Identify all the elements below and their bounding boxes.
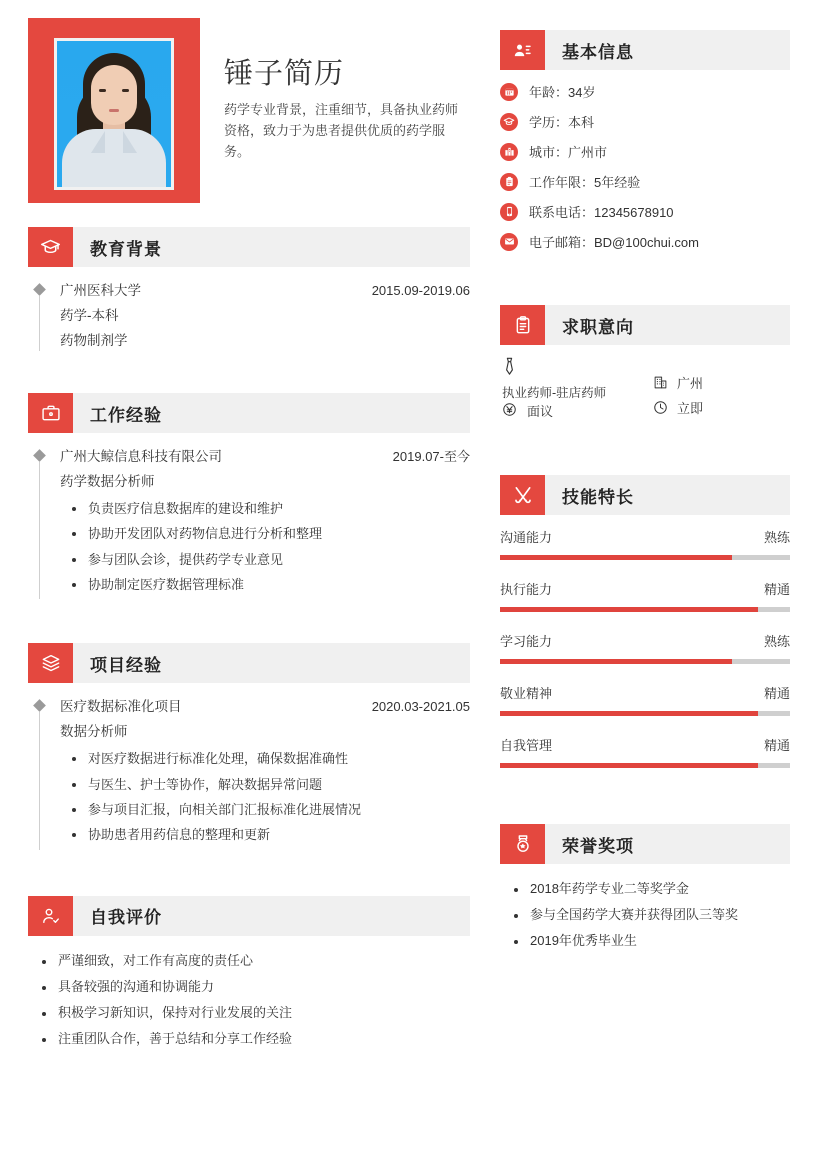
school-name: 广州医科大学: [60, 283, 141, 298]
project-date: 2020.03-2021.05: [371, 699, 470, 715]
intent-salary: 面议: [527, 404, 554, 419]
company-name: 广州大鲸信息科技有限公司: [60, 449, 222, 464]
education-entry: [28, 279, 470, 349]
resume-summary: 药学专业背景，注重细节，具备执业药师资格，致力于为患者提供优质的药学服务。: [224, 102, 459, 160]
timeline-marker: [33, 283, 46, 296]
intent-city: 广州: [677, 376, 704, 391]
skill-name: 自我管理: [500, 738, 553, 753]
portrait-face: [91, 65, 137, 125]
education-major: 药学-本科: [60, 308, 119, 323]
skill-bar-track: [500, 711, 790, 716]
section-work: [28, 393, 470, 597]
section-self-evaluation: [28, 896, 470, 1052]
info-text: 城市：广州市: [529, 145, 608, 160]
work-entry: [28, 445, 470, 597]
left-column: [28, 18, 470, 1056]
skill-bar-fill: [500, 711, 758, 716]
skill-bar-fill: [500, 607, 758, 612]
list-item: 协助制定医疗数据管理标准: [60, 572, 470, 597]
section-header: [500, 30, 790, 70]
city-icon: [500, 143, 518, 161]
medal-icon: [500, 824, 545, 864]
intent-salary-row: [502, 401, 553, 420]
section-basic-info: [500, 30, 790, 251]
portrait-collar-left: [91, 131, 105, 153]
list-item: [500, 82, 790, 101]
portrait-eye-right: [122, 89, 129, 92]
work-duty-list: [60, 496, 470, 597]
intent-position-block: [502, 357, 652, 401]
work-date: 2019.07-至今: [392, 449, 470, 464]
section-job-intention: [500, 305, 790, 429]
portrait-shirt: [62, 129, 166, 187]
list-item: 严谨细致，对工作有高度的责任心: [28, 948, 470, 974]
skill-level: 熟练: [763, 634, 790, 649]
skill-level: 精通: [763, 738, 790, 753]
skill-name: 敬业精神: [500, 686, 553, 701]
section-education: [28, 227, 470, 349]
info-text: 学历：本科: [529, 115, 595, 130]
list-item: 参与全国药学大赛并获得团队三等奖: [500, 902, 790, 928]
skill-bar-fill: [500, 763, 758, 768]
building-icon: [652, 374, 669, 391]
section-project: [28, 643, 470, 847]
project-duty-list: [60, 746, 470, 847]
intent-city-row: [652, 373, 792, 392]
education-specialty: 药物制剂学: [60, 333, 128, 348]
section-header: [28, 393, 470, 433]
basic-info-list: [500, 82, 790, 251]
portrait-eye-left: [99, 89, 106, 92]
timeline-line: [39, 462, 40, 599]
skill-item: [500, 579, 790, 612]
list-item: 2019年优秀毕业生: [500, 928, 790, 954]
intent-availability: 立即: [677, 401, 704, 416]
info-text: 电子邮箱：BD@100chui.com: [529, 235, 699, 250]
list-item: 积极学习新知识，保持对行业发展的关注: [28, 1000, 470, 1026]
info-text: 联系电话：12345678910: [529, 205, 674, 220]
list-item: 协助患者用药信息的整理和更新: [60, 822, 470, 847]
timeline-line: [39, 296, 40, 351]
list-item: 负责医疗信息数据库的建设和维护: [60, 496, 470, 521]
right-column: [500, 18, 790, 958]
skill-level: 精通: [763, 686, 790, 701]
honors-list: [500, 876, 790, 954]
list-item: 对医疗数据进行标准化处理，确保数据准确性: [60, 746, 470, 771]
skill-item: [500, 683, 790, 716]
clock-icon: [652, 399, 669, 416]
resume-name: 锤子简历: [224, 58, 345, 90]
section-title: 项目经验: [90, 655, 162, 675]
info-text: 工作年限：5年经验: [529, 175, 641, 190]
skill-item: [500, 527, 790, 560]
phone-icon: [500, 203, 518, 221]
person-check-icon: [28, 896, 73, 936]
portrait-collar-right: [123, 131, 137, 153]
envelope-icon: [500, 233, 518, 251]
section-header: [28, 227, 470, 267]
list-item: 具备较强的沟通和协调能力: [28, 974, 470, 1000]
section-title: 技能特长: [562, 487, 634, 507]
layers-icon: [28, 643, 73, 683]
photo-frame: [28, 18, 200, 203]
section-header: [28, 896, 470, 936]
yuan-icon: [502, 402, 519, 419]
self-evaluation-list: [28, 948, 470, 1052]
section-title: 自我评价: [90, 908, 162, 928]
calendar-icon: [500, 83, 518, 101]
skill-item: [500, 735, 790, 768]
list-item: 与医生、护士等协作，解决数据异常问题: [60, 772, 470, 797]
clipboard-icon: [500, 305, 545, 345]
intent-location-block: [652, 373, 792, 417]
section-header: [500, 305, 790, 345]
photo-inner-border: [54, 38, 174, 190]
contact-card-icon: [500, 30, 545, 70]
avatar: [57, 41, 171, 187]
skill-bar-track: [500, 763, 790, 768]
intent-position: 执业药师-驻店药师: [502, 386, 607, 400]
necktie-icon: [502, 357, 652, 383]
section-honors: [500, 824, 790, 954]
section-skills: [500, 475, 790, 768]
list-item: [500, 142, 790, 161]
graduation-cap-icon: [28, 227, 73, 267]
project-name: 医疗数据标准化项目: [60, 699, 182, 715]
work-role: 药学数据分析师: [60, 474, 155, 489]
portrait-mouth: [109, 109, 119, 112]
timeline-marker: [33, 700, 46, 713]
skill-bar-track: [500, 659, 790, 664]
skill-name: 沟通能力: [500, 530, 553, 545]
section-title: 教育背景: [90, 239, 162, 259]
list-item: [500, 172, 790, 191]
list-item: [500, 232, 790, 251]
skill-name: 执行能力: [500, 582, 553, 597]
timeline-marker: [33, 449, 46, 462]
list-item: 2018年药学专业二等奖学金: [500, 876, 790, 902]
clipboard-icon: [500, 173, 518, 191]
tools-icon: [500, 475, 545, 515]
timeline-line: [39, 712, 40, 849]
section-header: [28, 643, 470, 683]
section-title: 工作经验: [90, 405, 162, 425]
briefcase-icon: [28, 393, 73, 433]
list-item: [500, 112, 790, 131]
section-header: [500, 475, 790, 515]
profile-header: [28, 18, 470, 203]
section-title: 基本信息: [562, 42, 634, 62]
skill-bar-fill: [500, 555, 732, 560]
list-item: 注重团队合作，善于总结和分享工作经验: [28, 1026, 470, 1052]
graduation-cap-icon: [500, 113, 518, 131]
list-item: 协助开发团队对药物信息进行分析和整理: [60, 521, 470, 546]
intent-availability-row: [652, 398, 792, 417]
job-intention-body: [500, 357, 790, 429]
section-header: [500, 824, 790, 864]
skill-name: 学习能力: [500, 634, 553, 649]
section-title: 求职意向: [562, 317, 634, 337]
skill-level: 熟练: [763, 530, 790, 545]
section-title: 荣誉奖项: [562, 836, 634, 856]
headline: [224, 58, 470, 162]
list-item: 参与项目汇报，向相关部门汇报标准化进展情况: [60, 797, 470, 822]
project-entry: [28, 695, 470, 847]
skill-bar-fill: [500, 659, 732, 664]
project-role: 数据分析师: [60, 724, 128, 740]
list-item: 参与团队会诊，提供药学专业意见: [60, 547, 470, 572]
skill-level: 精通: [763, 582, 790, 597]
list-item: [500, 202, 790, 221]
skill-item: [500, 631, 790, 664]
education-date: 2015.09-2019.06: [371, 283, 470, 298]
skill-bar-track: [500, 607, 790, 612]
skill-bar-track: [500, 555, 790, 560]
info-text: 年龄：34岁: [529, 85, 596, 100]
